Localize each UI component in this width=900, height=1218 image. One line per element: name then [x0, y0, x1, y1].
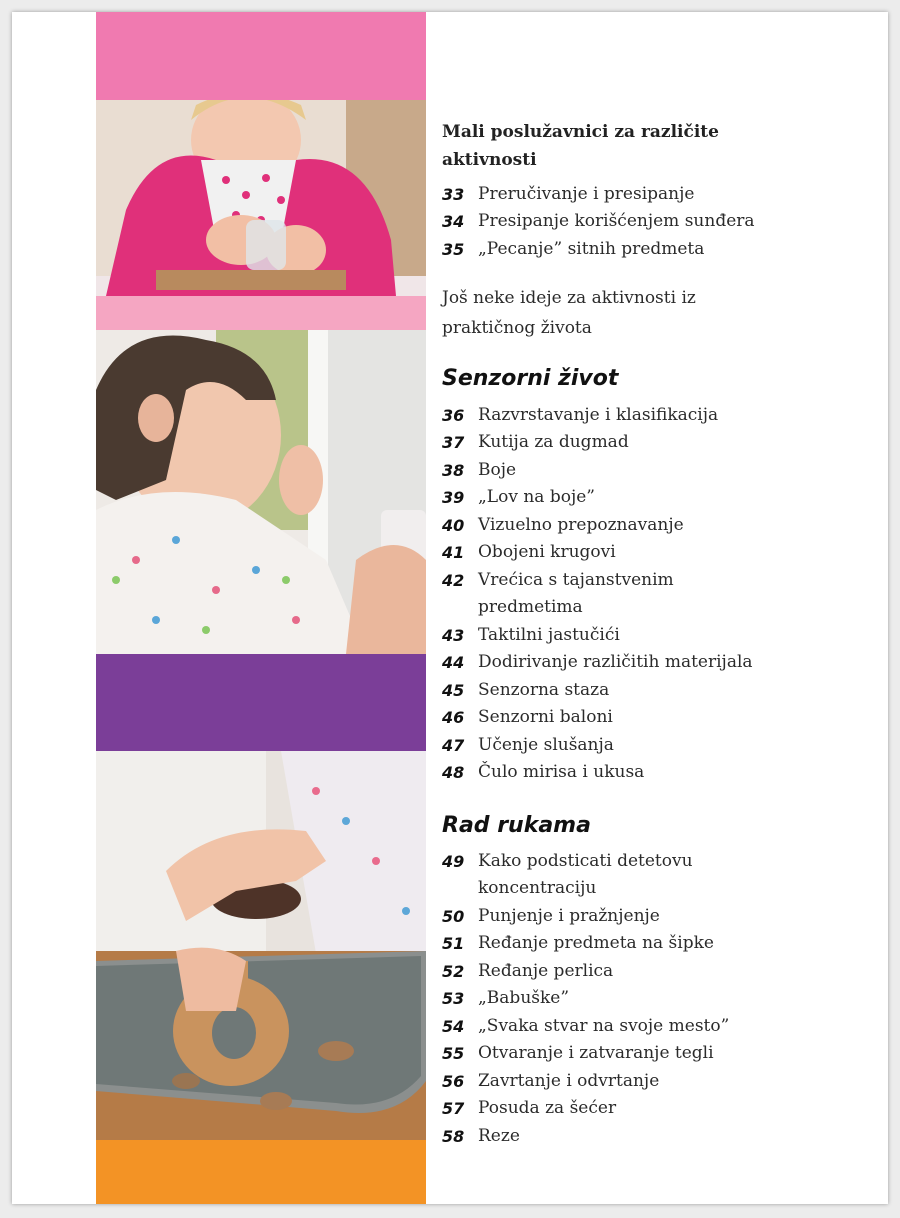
orange-color-block	[96, 1140, 426, 1204]
light-pink-color-block	[96, 296, 426, 330]
section-title: Rad rukama	[442, 813, 591, 838]
page-number: 46	[442, 708, 465, 727]
entry-title: Senzorni baloni	[478, 707, 613, 727]
entry-title: Posuda za šećer	[478, 1098, 617, 1118]
page-number: 34	[442, 212, 465, 231]
page-number: 41	[442, 543, 465, 562]
entry-title: Obojeni krugovi	[478, 542, 616, 562]
page-number: 35	[442, 240, 465, 259]
page-number: 49	[442, 852, 465, 871]
page-number: 57	[442, 1099, 465, 1118]
entry-title: Senzorna staza	[478, 680, 610, 700]
photo-nutcracker-hands	[96, 751, 426, 1140]
entry-title: „Pecanje” sitnih predmeta	[478, 239, 705, 259]
entry-title: Vrećica s tajanstvenim predmetima	[478, 570, 674, 617]
entry-title: Kutija za dugmad	[478, 432, 629, 452]
entry-title: Taktilni jastučići	[478, 625, 620, 645]
page-number: 45	[442, 681, 465, 700]
photo-child-pouring-glass	[96, 100, 426, 296]
page-number: 37	[442, 433, 465, 452]
entry-title: Otvaranje i zatvaranje tegli	[478, 1043, 714, 1063]
purple-color-block	[96, 654, 426, 751]
page-number: 48	[442, 763, 465, 782]
photo-child-smelling	[96, 330, 426, 654]
page-number: 36	[442, 406, 465, 425]
extra-ideas-text[interactable]: Još neke ideje za aktivnosti iz praktičnog života	[442, 288, 696, 338]
page-number: 50	[442, 907, 465, 926]
entry-title: „Svaka stvar na svoje mesto”	[478, 1016, 730, 1036]
page-number: 58	[442, 1127, 465, 1146]
entry-title: Ređanje predmeta na šipke	[478, 933, 714, 953]
page-number: 33	[442, 185, 465, 204]
page-number: 52	[442, 962, 465, 981]
entry-title: Presipanje korišćenjem sunđera	[478, 211, 755, 231]
entry-title: Čulo mirisa i ukusa	[478, 762, 645, 782]
page-number: 54	[442, 1017, 465, 1036]
entry-title: „Lov na boje”	[478, 487, 595, 507]
section-title: Senzorni život	[442, 366, 619, 391]
page-number: 51	[442, 934, 465, 953]
book-page	[12, 12, 888, 1204]
entry-title: Učenje slušanja	[478, 735, 614, 755]
entry-title: Kako podsticati detetovu koncentraciju	[478, 851, 693, 898]
entry-title: Ređanje perlica	[478, 961, 614, 981]
entry-title: Reze	[478, 1126, 520, 1146]
page-number: 55	[442, 1044, 465, 1063]
entry-title: Preručivanje i presipanje	[478, 184, 695, 204]
page-number: 47	[442, 736, 465, 755]
entry-title: Vizuelno prepoznavanje	[478, 515, 684, 535]
entry-title: Boje	[478, 460, 517, 480]
subsection-heading: Mali poslužavnici za različite aktivnosti	[442, 122, 719, 170]
entry-title: Punjenje i pražnjenje	[478, 906, 660, 926]
page-number: 38	[442, 461, 465, 480]
entry-title: „Babuške”	[478, 988, 570, 1008]
page-number: 56	[442, 1072, 465, 1091]
page-number: 42	[442, 571, 465, 590]
pink-color-block	[96, 12, 426, 100]
page-number: 53	[442, 989, 465, 1008]
page-number: 43	[442, 626, 465, 645]
page-number: 39	[442, 488, 465, 507]
entry-title: Razvrstavanje i klasifikacija	[478, 405, 719, 425]
entry-title: Zavrtanje i odvrtanje	[478, 1071, 660, 1091]
page-number: 44	[442, 653, 465, 672]
page-number: 40	[442, 516, 465, 535]
entry-title: Dodirivanje različitih materijala	[478, 652, 753, 672]
